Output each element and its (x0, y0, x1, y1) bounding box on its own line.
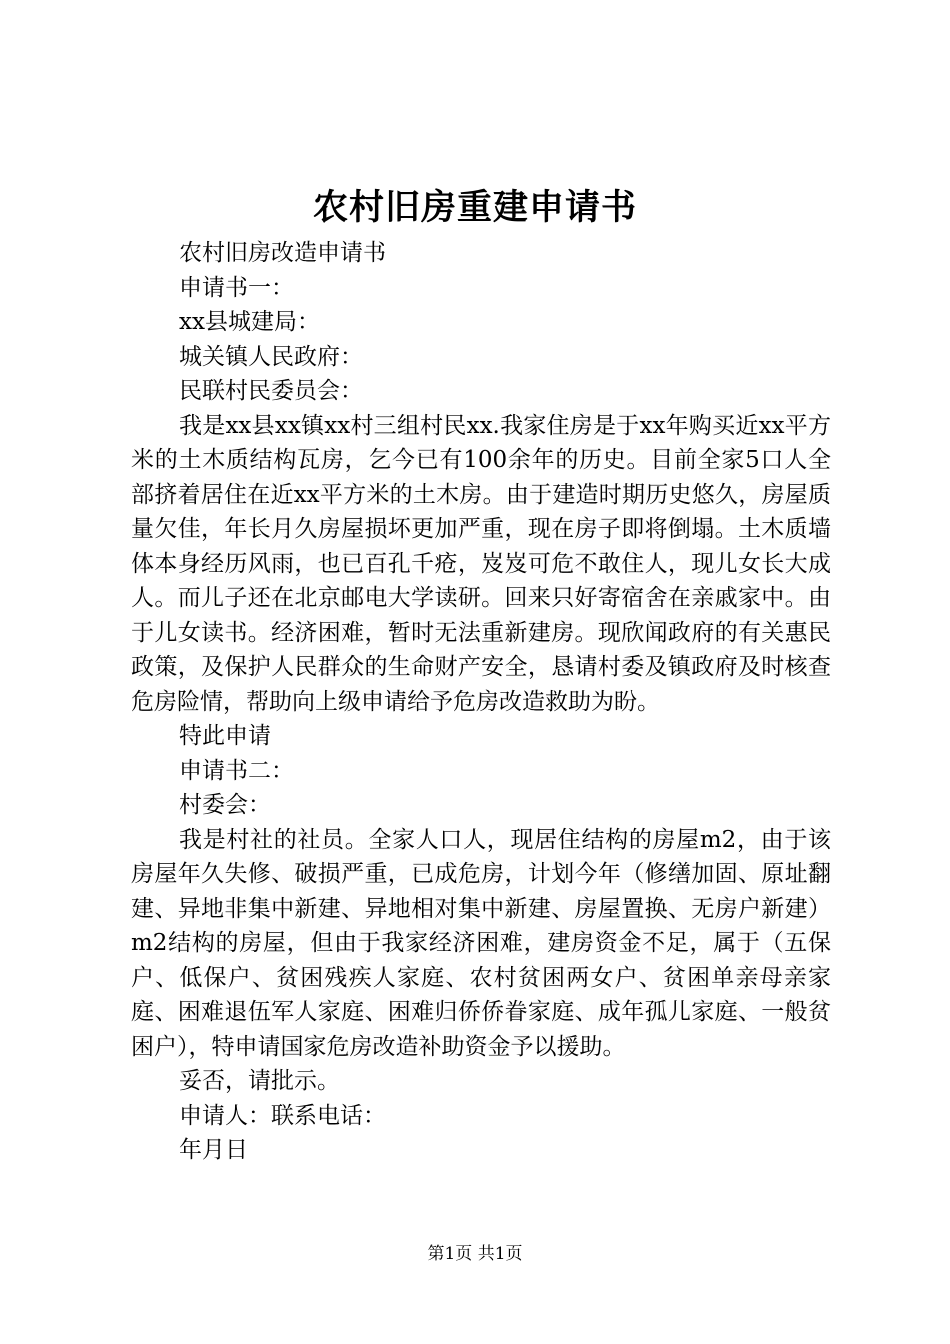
letter2-date: 年月日 (179, 1137, 248, 1163)
letter1-body: 我是xx县xx镇xx村三组村民xx.我家住房是于xx年购买近xx平方米的土木质结构瓦房，乞今已有100余年的历史。目前全家5口人全部挤着居住在近xx平方米的土木房。由于建造时期历史悠久，房屋质量欠佳，年长月久房屋损坏更加严重，现在房子即将倒塌。土木质墙体本身经历风雨，也已百孔千疮，岌岌可危不敢住人，现儿女长大成人。而儿子还在北京邮电大学读研。回来只好寄宿舍在亲戚家中。由于儿女读书。经济困难，暂时无法重新建房。现欣闻政府的有关惠民政策，及保护人民群众的生命财产安全，恳请村委及镇政府及时核查危房险情，帮助向上级申请给予危房改造救助为盼。 (131, 412, 831, 715)
letter2-body: 我是村社的社员。全家人口人，现居住结构的房屋m2，由于该房屋年久失修、破损严重，已成危房，计划今年（修缮加固、原址翻建、异地非集中新建、异地相对集中新建、房屋置换、无房户新建）m2结构的房屋，但由于我家经济困难，建房资金不足，属于（五保户、低保户、贫困残疾人家庭、农村贫困两女户、贫困单亲母亲家庭、困难退伍军人家庭、困难归侨侨眷家庭、成年孤儿家庭、一般贫困户），特申请国家危房改造补助资金予以援助。 (131, 826, 831, 1060)
document-title: 农村旧房重建申请书 (312, 187, 637, 228)
letter1-heading: 申请书一： (179, 274, 294, 301)
letter2-closing: 妥否，请批示。 (179, 1068, 340, 1094)
document-body (131, 236, 831, 1168)
page-footer: 第1页 共1页 (427, 1244, 523, 1264)
letter2-recipient: 村委会： (179, 792, 271, 818)
letter1-recipient-town: 城关镇人民政府： (179, 343, 363, 370)
letter1-closing: 特此申请 (179, 723, 271, 749)
letter1-recipient-county: xx县城建局： (179, 309, 320, 335)
letter2-heading: 申请书二： (179, 757, 294, 784)
letter1-recipient-village: 民联村民委员会： (179, 378, 363, 404)
subtitle: 农村旧房改造申请书 (179, 240, 386, 266)
letter2-signature: 申请人：联系电话： (179, 1102, 386, 1129)
